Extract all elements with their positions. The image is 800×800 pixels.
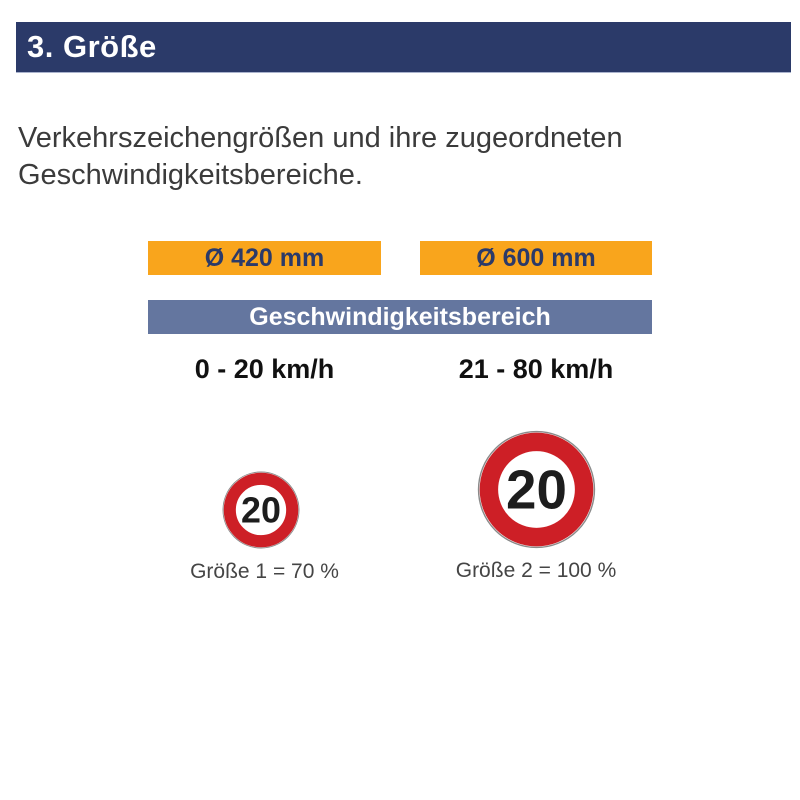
sign-small-value: 20	[241, 490, 281, 531]
sign-large-value: 20	[506, 458, 567, 521]
intro-text	[18, 120, 623, 194]
diameter-bar-420	[148, 241, 381, 275]
speed-band-label: Geschwindigkeitsbereich	[249, 302, 551, 331]
diameter-bar-420-label: Ø 420 mm	[204, 243, 325, 272]
speed-band-bar	[148, 300, 652, 334]
section-header-bar	[16, 22, 791, 73]
diameter-bar-600-label: Ø 600 mm	[476, 243, 596, 272]
speed-limit-20-sign-large-icon	[477, 430, 596, 549]
intro-line-1: Verkehrszeichengrößen und ihre zugeordneten	[18, 122, 623, 154]
section-title: 3. Größe	[27, 29, 157, 64]
speed-range-21-80: 21 - 80 km/h	[458, 354, 614, 384]
diameter-bar-600	[420, 241, 652, 275]
speed-limit-20-sign-small-icon	[222, 471, 300, 549]
sign-large-caption: Größe 2 = 100 %	[455, 559, 617, 582]
sign-small-caption: Größe 1 = 70 %	[190, 560, 339, 583]
intro-line-2: Geschwindigkeitsbereiche.	[18, 159, 363, 191]
speed-range-0-20: 0 - 20 km/h	[194, 354, 335, 384]
